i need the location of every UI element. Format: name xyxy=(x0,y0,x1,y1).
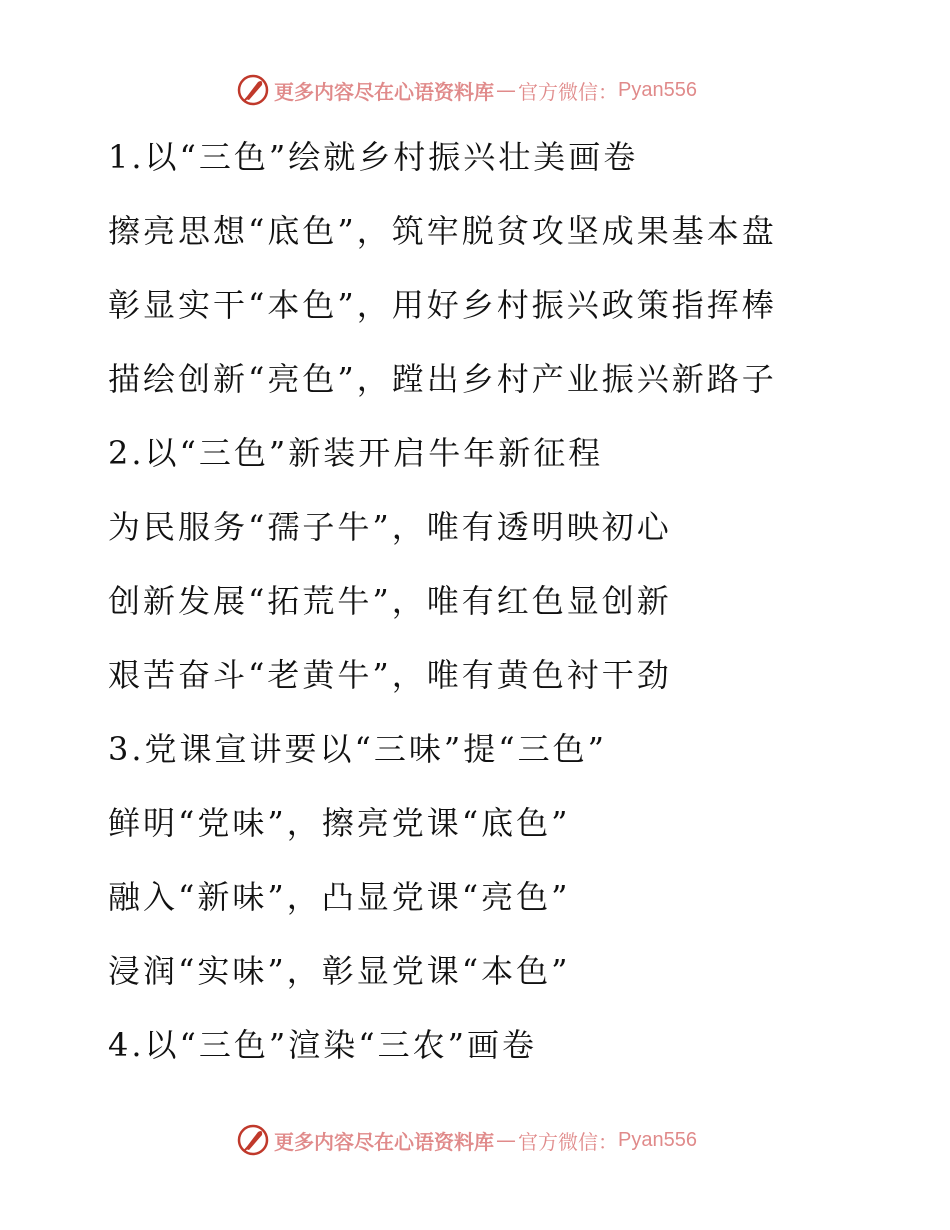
banner-wechat-label: 官方微信： xyxy=(518,1129,618,1154)
footer-watermark xyxy=(236,1122,697,1158)
banner-separator: — xyxy=(496,78,516,102)
quill-pen-icon xyxy=(236,1123,270,1157)
text-line: 描绘创新“亮色”，蹚出乡村产业振兴新路子 xyxy=(108,360,777,398)
text-line: 鲜明“党味”，擦亮党课“底色” xyxy=(108,804,571,842)
heading-3: 3.党课宣讲要以“三味”提“三色” xyxy=(108,730,607,768)
text-line: 为民服务“孺子牛”，唯有透明映初心 xyxy=(108,508,672,546)
heading-2: 2.以“三色”新装开启牛年新征程 xyxy=(108,434,604,472)
banner-title: 更多内容尽在心语资料库 xyxy=(274,1129,494,1154)
heading-4: 4.以“三色”渲染“三农”画卷 xyxy=(108,1026,537,1064)
banner-title: 更多内容尽在心语资料库 xyxy=(274,79,494,104)
text-line: 彰显实干“本色”，用好乡村振兴政策指挥棒 xyxy=(108,286,777,324)
text-line: 浸润“实味”，彰显党课“本色” xyxy=(108,952,571,990)
text-line: 擦亮思想“底色”，筑牢脱贫攻坚成果基本盘 xyxy=(108,212,777,250)
header-watermark xyxy=(236,72,697,108)
text-line: 融入“新味”，凸显党课“亮色” xyxy=(108,878,571,916)
banner-separator: — xyxy=(496,1128,516,1152)
document-body xyxy=(108,120,908,1082)
banner-wechat-label: 官方微信： xyxy=(518,79,618,104)
text-line: 创新发展“拓荒牛”，唯有红色显创新 xyxy=(108,582,672,620)
banner-wechat-id: Pyan556 xyxy=(618,78,697,101)
heading-1: 1.以“三色”绘就乡村振兴壮美画卷 xyxy=(108,138,639,176)
banner-wechat-id: Pyan556 xyxy=(618,1128,697,1151)
quill-pen-icon xyxy=(236,73,270,107)
text-line: 艰苦奋斗“老黄牛”，唯有黄色衬干劲 xyxy=(108,656,672,694)
